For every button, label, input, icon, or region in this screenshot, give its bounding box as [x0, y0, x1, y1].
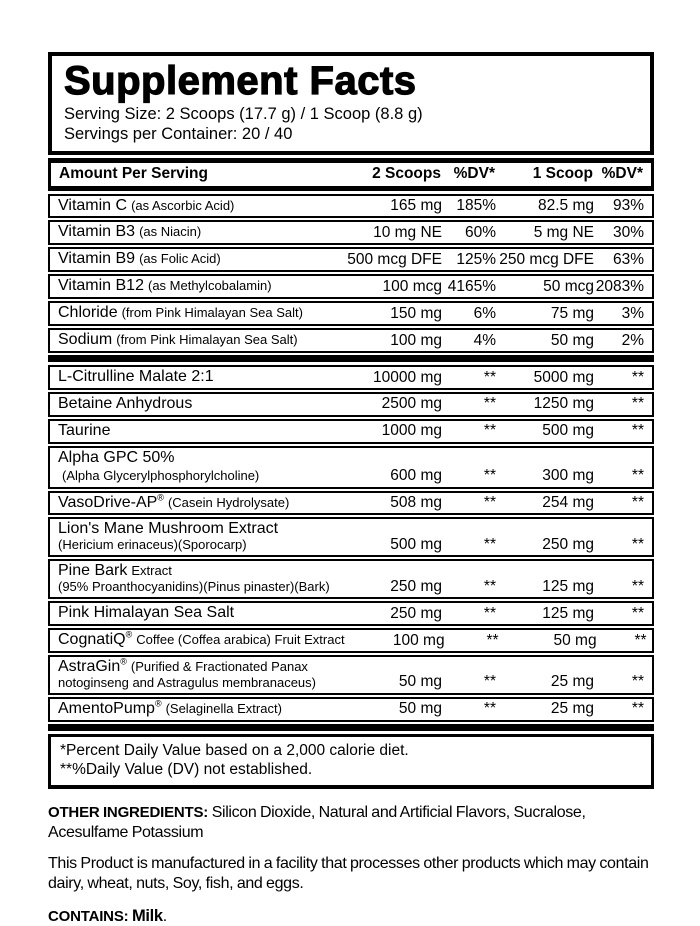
amount-2scoops: 2500 mg [346, 395, 442, 412]
ingredient-main: Vitamin B9 [58, 250, 135, 267]
amount-2scoops: 500 mg [346, 536, 442, 553]
header-amount-per-serving: Amount Per Serving [59, 165, 345, 183]
amount-2scoops: 10 mg NE [346, 224, 442, 241]
dv-2scoops: ** [442, 578, 496, 595]
footnote-dv-not-established: **%Daily Value (DV) not established. [60, 760, 642, 779]
dv-2scoops: 4165% [442, 278, 496, 295]
ingredient-subline: (Hericium erinaceus)(Sporocarp) [58, 538, 342, 553]
dv-1scoop: ** [594, 605, 644, 622]
contains-value: Milk [132, 907, 163, 925]
table-row [48, 328, 654, 353]
table-row [48, 601, 654, 626]
amount-1scoop: 250 mg [496, 536, 594, 553]
table-row [48, 301, 654, 326]
amount-2scoops: 250 mg [346, 578, 442, 595]
amount-2scoops: 150 mg [346, 305, 442, 322]
table-row [48, 697, 654, 722]
dv-1scoop: 3% [594, 305, 644, 322]
ingredient-main: Lion's Mane Mushroom Extract [58, 520, 278, 537]
ingredient-subline: notoginseng and Astragulus membranaceus) [58, 676, 342, 691]
registered-mark: ® [126, 630, 133, 640]
amount-2scoops: 600 mg [346, 467, 442, 484]
ingredient-name [58, 197, 346, 215]
amount-1scoop: 500 mg [496, 422, 594, 439]
amount-1scoop: 254 mg [496, 494, 594, 511]
ingredient-name [58, 250, 346, 268]
dv-2scoops: ** [442, 605, 496, 622]
ingredient-name [58, 604, 346, 622]
title-box [48, 52, 654, 155]
dv-2scoops: ** [442, 422, 496, 439]
dv-2scoops: ** [442, 369, 496, 386]
table-header-row [48, 158, 654, 191]
other-ingredients-label: OTHER INGREDIENTS: [48, 804, 208, 821]
ingredient-name [58, 494, 346, 512]
dv-2scoops: ** [442, 700, 496, 717]
other-ingredients-text: Silicon Dioxide, Natural and Artificial Flavors, Sucralose, Acesulfame Potassium [48, 804, 586, 841]
dv-1scoop: ** [594, 395, 644, 412]
table-row [48, 419, 654, 444]
amount-2scoops: 100 mcg [346, 278, 442, 295]
amount-1scoop: 50 mg [499, 632, 597, 649]
dv-2scoops: 185% [442, 197, 496, 214]
dv-1scoop: ** [594, 494, 644, 511]
dv-1scoop: 2083% [594, 278, 644, 295]
servings-per-container: Servings per Container: 20 / 40 [64, 124, 638, 144]
ingredient-name [58, 304, 346, 322]
amount-2scoops: 100 mg [346, 332, 442, 349]
ingredient-main: L-Citrulline Malate 2:1 [58, 368, 214, 385]
amount-1scoop: 1250 mg [496, 395, 594, 412]
footnote-box [48, 734, 654, 790]
ingredient-main: Sodium [58, 331, 112, 348]
dv-1scoop: 63% [594, 251, 644, 268]
ingredient-name [58, 368, 346, 386]
ingredient-name [58, 658, 346, 691]
table-row [48, 194, 654, 219]
dv-2scoops: 60% [442, 224, 496, 241]
ingredient-name [58, 520, 346, 553]
bottom-statements [48, 803, 660, 926]
table-row [48, 446, 654, 489]
dv-1scoop: ** [594, 700, 644, 717]
ingredient-main: VasoDrive-AP [58, 494, 157, 511]
table-row [48, 247, 654, 272]
ingredient-main: AstraGin [58, 658, 120, 675]
registered-mark: ® [155, 698, 162, 708]
dv-1scoop: ** [597, 632, 647, 649]
amount-2scoops: 250 mg [346, 605, 442, 622]
ingredient-descriptor: (as Methylcobalamin) [148, 278, 272, 293]
amount-1scoop: 300 mg [496, 467, 594, 484]
amount-1scoop: 50 mcg [496, 278, 594, 295]
header-1-scoop: 1 Scoop [495, 165, 593, 183]
table-row [48, 517, 654, 557]
contains-statement [48, 906, 660, 926]
ingredient-main: Vitamin B3 [58, 223, 135, 240]
ingredient-name [58, 562, 346, 595]
amount-1scoop: 125 mg [496, 605, 594, 622]
amount-1scoop: 82.5 mg [496, 197, 594, 214]
amount-1scoop: 250 mcg DFE [496, 251, 594, 268]
amount-1scoop: 25 mg [496, 700, 594, 717]
ingredient-main: Chloride [58, 304, 118, 321]
table-row [48, 559, 654, 599]
supplement-facts-panel [48, 52, 654, 789]
ingredient-main: CognatiQ [58, 631, 126, 648]
header-dv-1scoop: %DV* [593, 165, 643, 183]
section-divider-bar [48, 355, 654, 362]
footnote-daily-value: *Percent Daily Value based on a 2,000 calorie diet. [60, 741, 642, 760]
ingredient-descriptor: (Selaginella Extract) [166, 701, 282, 716]
ingredient-main: Alpha GPC 50% [58, 449, 175, 466]
amount-2scoops: 50 mg [346, 700, 442, 717]
ingredient-name [58, 223, 346, 241]
dv-1scoop: ** [594, 467, 644, 484]
ingredient-descriptor: Coffee (Coffea arabica) Fruit Extract [136, 632, 344, 647]
amount-2scoops: 100 mg [349, 632, 445, 649]
dv-1scoop: ** [594, 422, 644, 439]
amount-2scoops: 165 mg [346, 197, 442, 214]
registered-mark: ® [157, 492, 164, 502]
amount-2scoops: 50 mg [346, 673, 442, 690]
allergy-statement: This Product is manufactured in a facility that processes other products which may contain dairy, wheat, nuts, Soy, fish, and eggs. [48, 854, 660, 893]
ingredient-name [58, 700, 346, 718]
contains-suffix: . [163, 908, 167, 925]
dv-2scoops: 6% [442, 305, 496, 322]
table-row [48, 491, 654, 516]
amount-1scoop: 125 mg [496, 578, 594, 595]
dv-2scoops: 4% [442, 332, 496, 349]
table-row [48, 655, 654, 695]
ingredient-main: Betaine Anhydrous [58, 395, 192, 412]
section-divider-bar [48, 724, 654, 731]
ingredient-main: Taurine [58, 422, 110, 439]
ingredient-main: AmentoPump [58, 700, 155, 717]
ingredient-descriptor: (as Ascorbic Acid) [131, 198, 234, 213]
registered-mark: ® [120, 657, 127, 667]
ingredient-descriptor: Extract [131, 563, 171, 578]
amount-1scoop: 5 mg NE [496, 224, 594, 241]
dv-1scoop: 30% [594, 224, 644, 241]
dv-1scoop: 93% [594, 197, 644, 214]
dv-2scoops: ** [442, 395, 496, 412]
ingredient-descriptor: (Casein Hydrolysate) [168, 495, 289, 510]
dv-1scoop: ** [594, 578, 644, 595]
ingredient-descriptor: (from Pink Himalayan Sea Salt) [122, 305, 303, 320]
dv-1scoop: 2% [594, 332, 644, 349]
amount-1scoop: 5000 mg [496, 369, 594, 386]
table-row [48, 220, 654, 245]
ingredient-descriptor: (Purified & Fractionated Panax [131, 659, 308, 674]
table-row [48, 628, 654, 653]
amount-1scoop: 25 mg [496, 673, 594, 690]
ingredient-descriptor: (from Pink Himalayan Sea Salt) [116, 332, 297, 347]
amount-2scoops: 10000 mg [346, 369, 442, 386]
header-2-scoops: 2 Scoops [345, 165, 441, 183]
amount-1scoop: 75 mg [496, 305, 594, 322]
table-row [48, 392, 654, 417]
dv-2scoops: 125% [442, 251, 496, 268]
ingredient-descriptor: (as Niacin) [139, 224, 201, 239]
amount-2scoops: 500 mcg DFE [346, 251, 442, 268]
dv-2scoops: ** [442, 494, 496, 511]
table-row [48, 274, 654, 299]
ingredient-main: Pink Himalayan Sea Salt [58, 604, 234, 621]
dv-2scoops: ** [442, 673, 496, 690]
dv-1scoop: ** [594, 673, 644, 690]
contains-label: CONTAINS: [48, 908, 128, 925]
amount-2scoops: 1000 mg [346, 422, 442, 439]
ingredient-main: Vitamin B12 [58, 277, 144, 294]
other-ingredients-paragraph [48, 803, 660, 842]
dv-2scoops: ** [442, 536, 496, 553]
header-dv-2scoops: %DV* [441, 165, 495, 183]
ingredient-descriptor: (as Folic Acid) [139, 251, 221, 266]
ingredient-name [58, 277, 346, 295]
ingredient-main: Vitamin C [58, 197, 127, 214]
serving-size: Serving Size: 2 Scoops (17.7 g) / 1 Scoop (8.8 g) [64, 104, 638, 124]
dv-2scoops: ** [445, 632, 499, 649]
dv-2scoops: ** [442, 467, 496, 484]
table-row [48, 365, 654, 390]
ingredient-name [58, 422, 346, 440]
ingredient-name [58, 631, 349, 649]
ingredient-name [58, 331, 346, 349]
ingredient-name [58, 449, 346, 485]
ingredient-subline: (95% Proanthocyanidins)(Pinus pinaster)(Bark) [58, 580, 342, 595]
ingredient-name [58, 395, 346, 413]
ingredient-descriptor: (Alpha Glycerylphosphorylcholine) [62, 468, 259, 483]
panel-title: Supplement Facts [64, 60, 638, 102]
dv-1scoop: ** [594, 369, 644, 386]
amount-1scoop: 50 mg [496, 332, 594, 349]
ingredient-main: Pine Bark [58, 562, 127, 579]
amount-2scoops: 508 mg [346, 494, 442, 511]
dv-1scoop: ** [594, 536, 644, 553]
